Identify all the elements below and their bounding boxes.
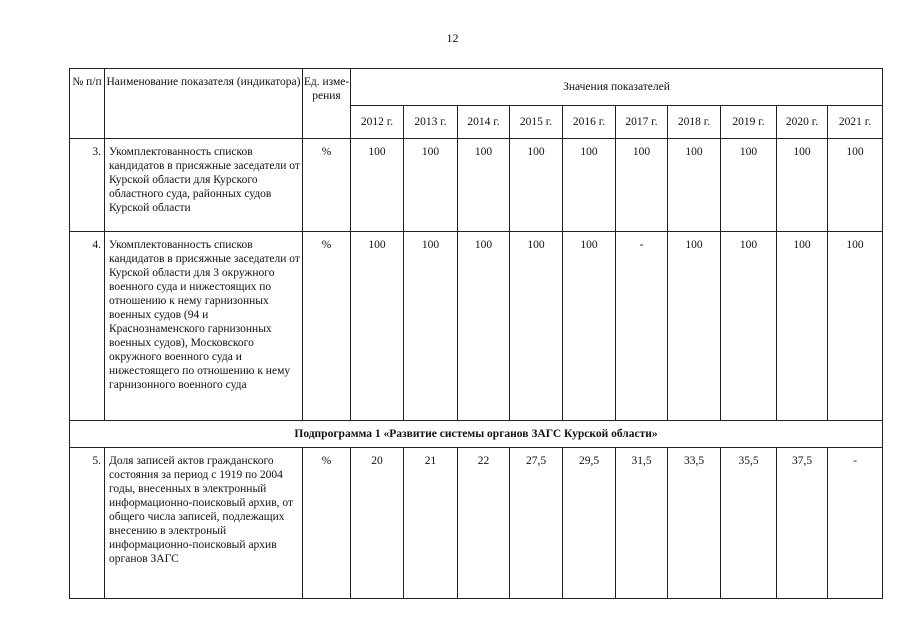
row-value: 100 (777, 232, 828, 421)
row-value: - (828, 448, 883, 599)
header-year: 2015 г. (510, 106, 563, 139)
header-year: 2012 г. (351, 106, 404, 139)
row-name: Укомплектованность списков кандидатов в присяжные заседатели от Курской области для Курского областного суда, районных судов Курской области (105, 139, 303, 232)
row-unit: % (303, 139, 351, 232)
header-year: 2021 г. (828, 106, 883, 139)
row-value: 100 (721, 232, 777, 421)
header-values: Значения показателей (351, 69, 883, 106)
row-value: 100 (721, 139, 777, 232)
row-num: 3. (70, 139, 105, 232)
row-value: 100 (668, 232, 721, 421)
header-unit: Ед. изме- рения (303, 69, 351, 139)
row-num: 5. (70, 448, 105, 599)
row-value: 100 (510, 232, 563, 421)
row-unit: % (303, 232, 351, 421)
row-value: 100 (777, 139, 828, 232)
header-year: 2020 г. (777, 106, 828, 139)
row-value: 29,5 (563, 448, 616, 599)
row-value: 27,5 (510, 448, 563, 599)
row-value: 100 (828, 139, 883, 232)
row-value: 100 (563, 232, 616, 421)
row-value: 20 (351, 448, 404, 599)
row-name: Доля записей актов гражданского состояния за период с 1919 по 2004 годы, внесенных в электронный информационно-поисковый архив, от общего числа записей, подлежащих внесению в электроный информационно-поисковый архив органов ЗАГС (105, 448, 303, 599)
row-value: 21 (404, 448, 458, 599)
header-row (70, 69, 883, 106)
row-unit: % (303, 448, 351, 599)
row-value: 100 (668, 139, 721, 232)
row-value: 100 (351, 139, 404, 232)
header-year: 2013 г. (404, 106, 458, 139)
row-value: 100 (616, 139, 668, 232)
header-name: Наименование показателя (индикатора) (105, 69, 303, 139)
header-year: 2019 г. (721, 106, 777, 139)
row-value: 100 (351, 232, 404, 421)
header-year: 2014 г. (458, 106, 510, 139)
row-value: 35,5 (721, 448, 777, 599)
subprogram-title: Подпрограмма 1 «Развитие системы органов ЗАГС Курской области» (70, 421, 883, 448)
table-row (70, 232, 883, 421)
row-num: 4. (70, 232, 105, 421)
row-value: 100 (510, 139, 563, 232)
header-num: № п/п (70, 69, 105, 139)
row-value: - (616, 232, 668, 421)
header-year: 2018 г. (668, 106, 721, 139)
header-year: 2016 г. (563, 106, 616, 139)
subprogram-row (70, 421, 883, 448)
row-value: 100 (458, 139, 510, 232)
indicators-table (69, 68, 883, 599)
row-value: 37,5 (777, 448, 828, 599)
row-value: 33,5 (668, 448, 721, 599)
row-value: 22 (458, 448, 510, 599)
row-value: 100 (458, 232, 510, 421)
row-value: 100 (404, 139, 458, 232)
table-row (70, 448, 883, 599)
table-row (70, 139, 883, 232)
row-name: Укомплектованность списков кандидатов в присяжные заседатели от Курской области для 3 окружного военного суда и нижестоящих по отношению к нему гарнизонных военных судов (94 и Краснознаменского гарнизонных военных судов), Московского окружного военного суда и нижестоящего по отношению к нему гарнизонного военного суда (105, 232, 303, 421)
row-value: 100 (404, 232, 458, 421)
page-number: 12 (446, 31, 459, 45)
row-value: 31,5 (616, 448, 668, 599)
header-year: 2017 г. (616, 106, 668, 139)
row-value: 100 (563, 139, 616, 232)
row-value: 100 (828, 232, 883, 421)
